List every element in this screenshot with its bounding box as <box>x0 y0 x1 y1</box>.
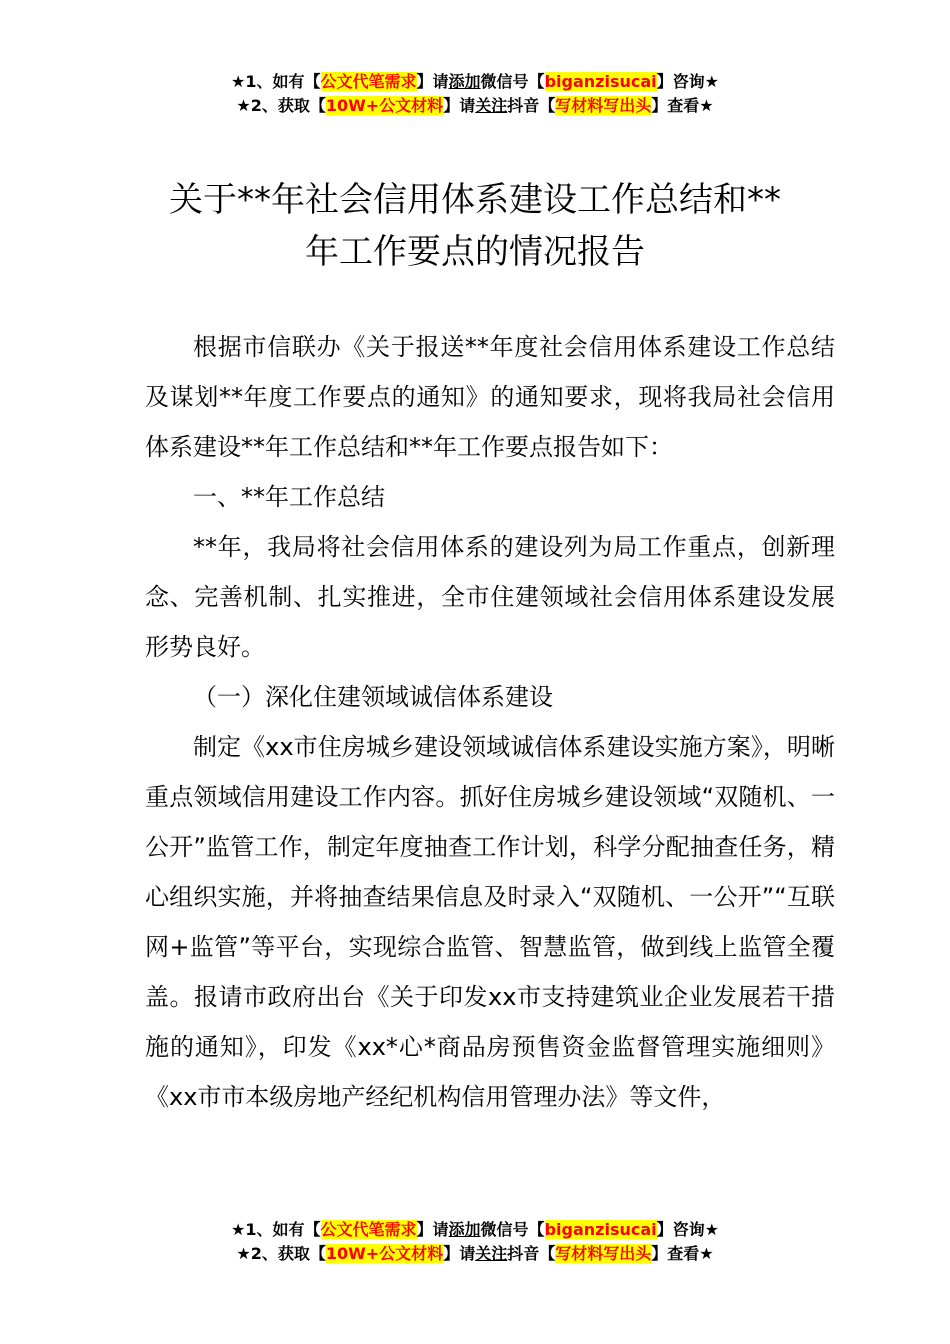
banner-text: 】请 <box>416 1220 449 1239</box>
summary-paragraph: **年，我局将社会信用体系的建设列为局工作重点，创新理念、完善机制、扎实推进，全市住建领域社会信用体系建设发展形势良好。 <box>145 533 835 661</box>
banner-line-2 <box>0 94 950 118</box>
banner-text: ★2、获取【 <box>236 96 326 115</box>
section-heading: 一、**年工作总结 <box>193 483 385 511</box>
underline-text: 添加 <box>448 1220 481 1239</box>
highlight-materials: 10W+公文材料 <box>325 1244 444 1263</box>
banner-line-1 <box>0 1218 950 1242</box>
banner-text: 】请 <box>443 1244 476 1263</box>
highlight-service: 公文代笔需求 <box>320 1220 417 1239</box>
document-title <box>120 174 830 278</box>
footer-banner <box>0 1218 950 1266</box>
subsection-heading: （一）深化住建领域诚信体系建设 <box>193 683 553 711</box>
highlight-service: 公文代笔需求 <box>320 72 417 91</box>
detail-paragraph: 制定《xx市住房城乡建设领域诚信体系建设实施方案》，明晰重点领域信用建设工作内容。抓好住房城乡建设领域“双随机、一公开”监管工作，制定年度抽查工作计划，科学分配抽查任务，精心组织实施，并将抽查结果信息及时录入“双随机、一公开”“互联网+监管”等平台，实现综合监管、智慧监管，做到线上监管全覆盖。报请市政府出台《关于印发xx市支持建筑业企业发展若干措施的通知》，印发《xx*心*商品房预售资金监督管理实施细则》《xx市市本级房地产经纪机构信用管理办法》等文件， <box>145 733 835 1111</box>
banner-text: 微信号【 <box>480 72 545 91</box>
title-line-1: 关于**年社会信用体系建设工作总结和** <box>169 180 781 220</box>
highlight-materials: 10W+公文材料 <box>325 96 444 115</box>
banner-text: 】查看★ <box>651 1244 714 1263</box>
banner-text: 】咨询★ <box>656 1220 719 1239</box>
banner-text: 微信号【 <box>480 1220 545 1239</box>
banner-text: 】请 <box>416 72 449 91</box>
title-line-2: 年工作要点的情况报告 <box>305 232 645 272</box>
underline-text: 添加 <box>448 72 481 91</box>
banner-text: 】请 <box>443 96 476 115</box>
header-banner <box>0 70 950 118</box>
highlight-douyin-account: 写材料写出头 <box>555 96 652 115</box>
banner-line-2 <box>0 1242 950 1266</box>
banner-text: ★1、如有【 <box>231 1220 321 1239</box>
underline-text: 关注 <box>475 1244 508 1263</box>
banner-text: 】查看★ <box>651 96 714 115</box>
banner-line-1 <box>0 70 950 94</box>
banner-text: ★2、获取【 <box>236 1244 326 1263</box>
banner-text: 抖音【 <box>507 1244 556 1263</box>
highlight-wechat-id: biganzisucai <box>544 72 657 91</box>
banner-text: 抖音【 <box>507 96 556 115</box>
intro-paragraph: 根据市信联办《关于报送**年度社会信用体系建设工作总结及谋划**年度工作要点的通知》的通知要求，现将我局社会信用体系建设**年工作总结和**年工作要点报告如下： <box>145 333 835 461</box>
document-body <box>145 322 835 1122</box>
underline-text: 关注 <box>475 96 508 115</box>
highlight-wechat-id: biganzisucai <box>544 1220 657 1239</box>
highlight-douyin-account: 写材料写出头 <box>555 1244 652 1263</box>
banner-text: ★1、如有【 <box>231 72 321 91</box>
banner-text: 】咨询★ <box>656 72 719 91</box>
